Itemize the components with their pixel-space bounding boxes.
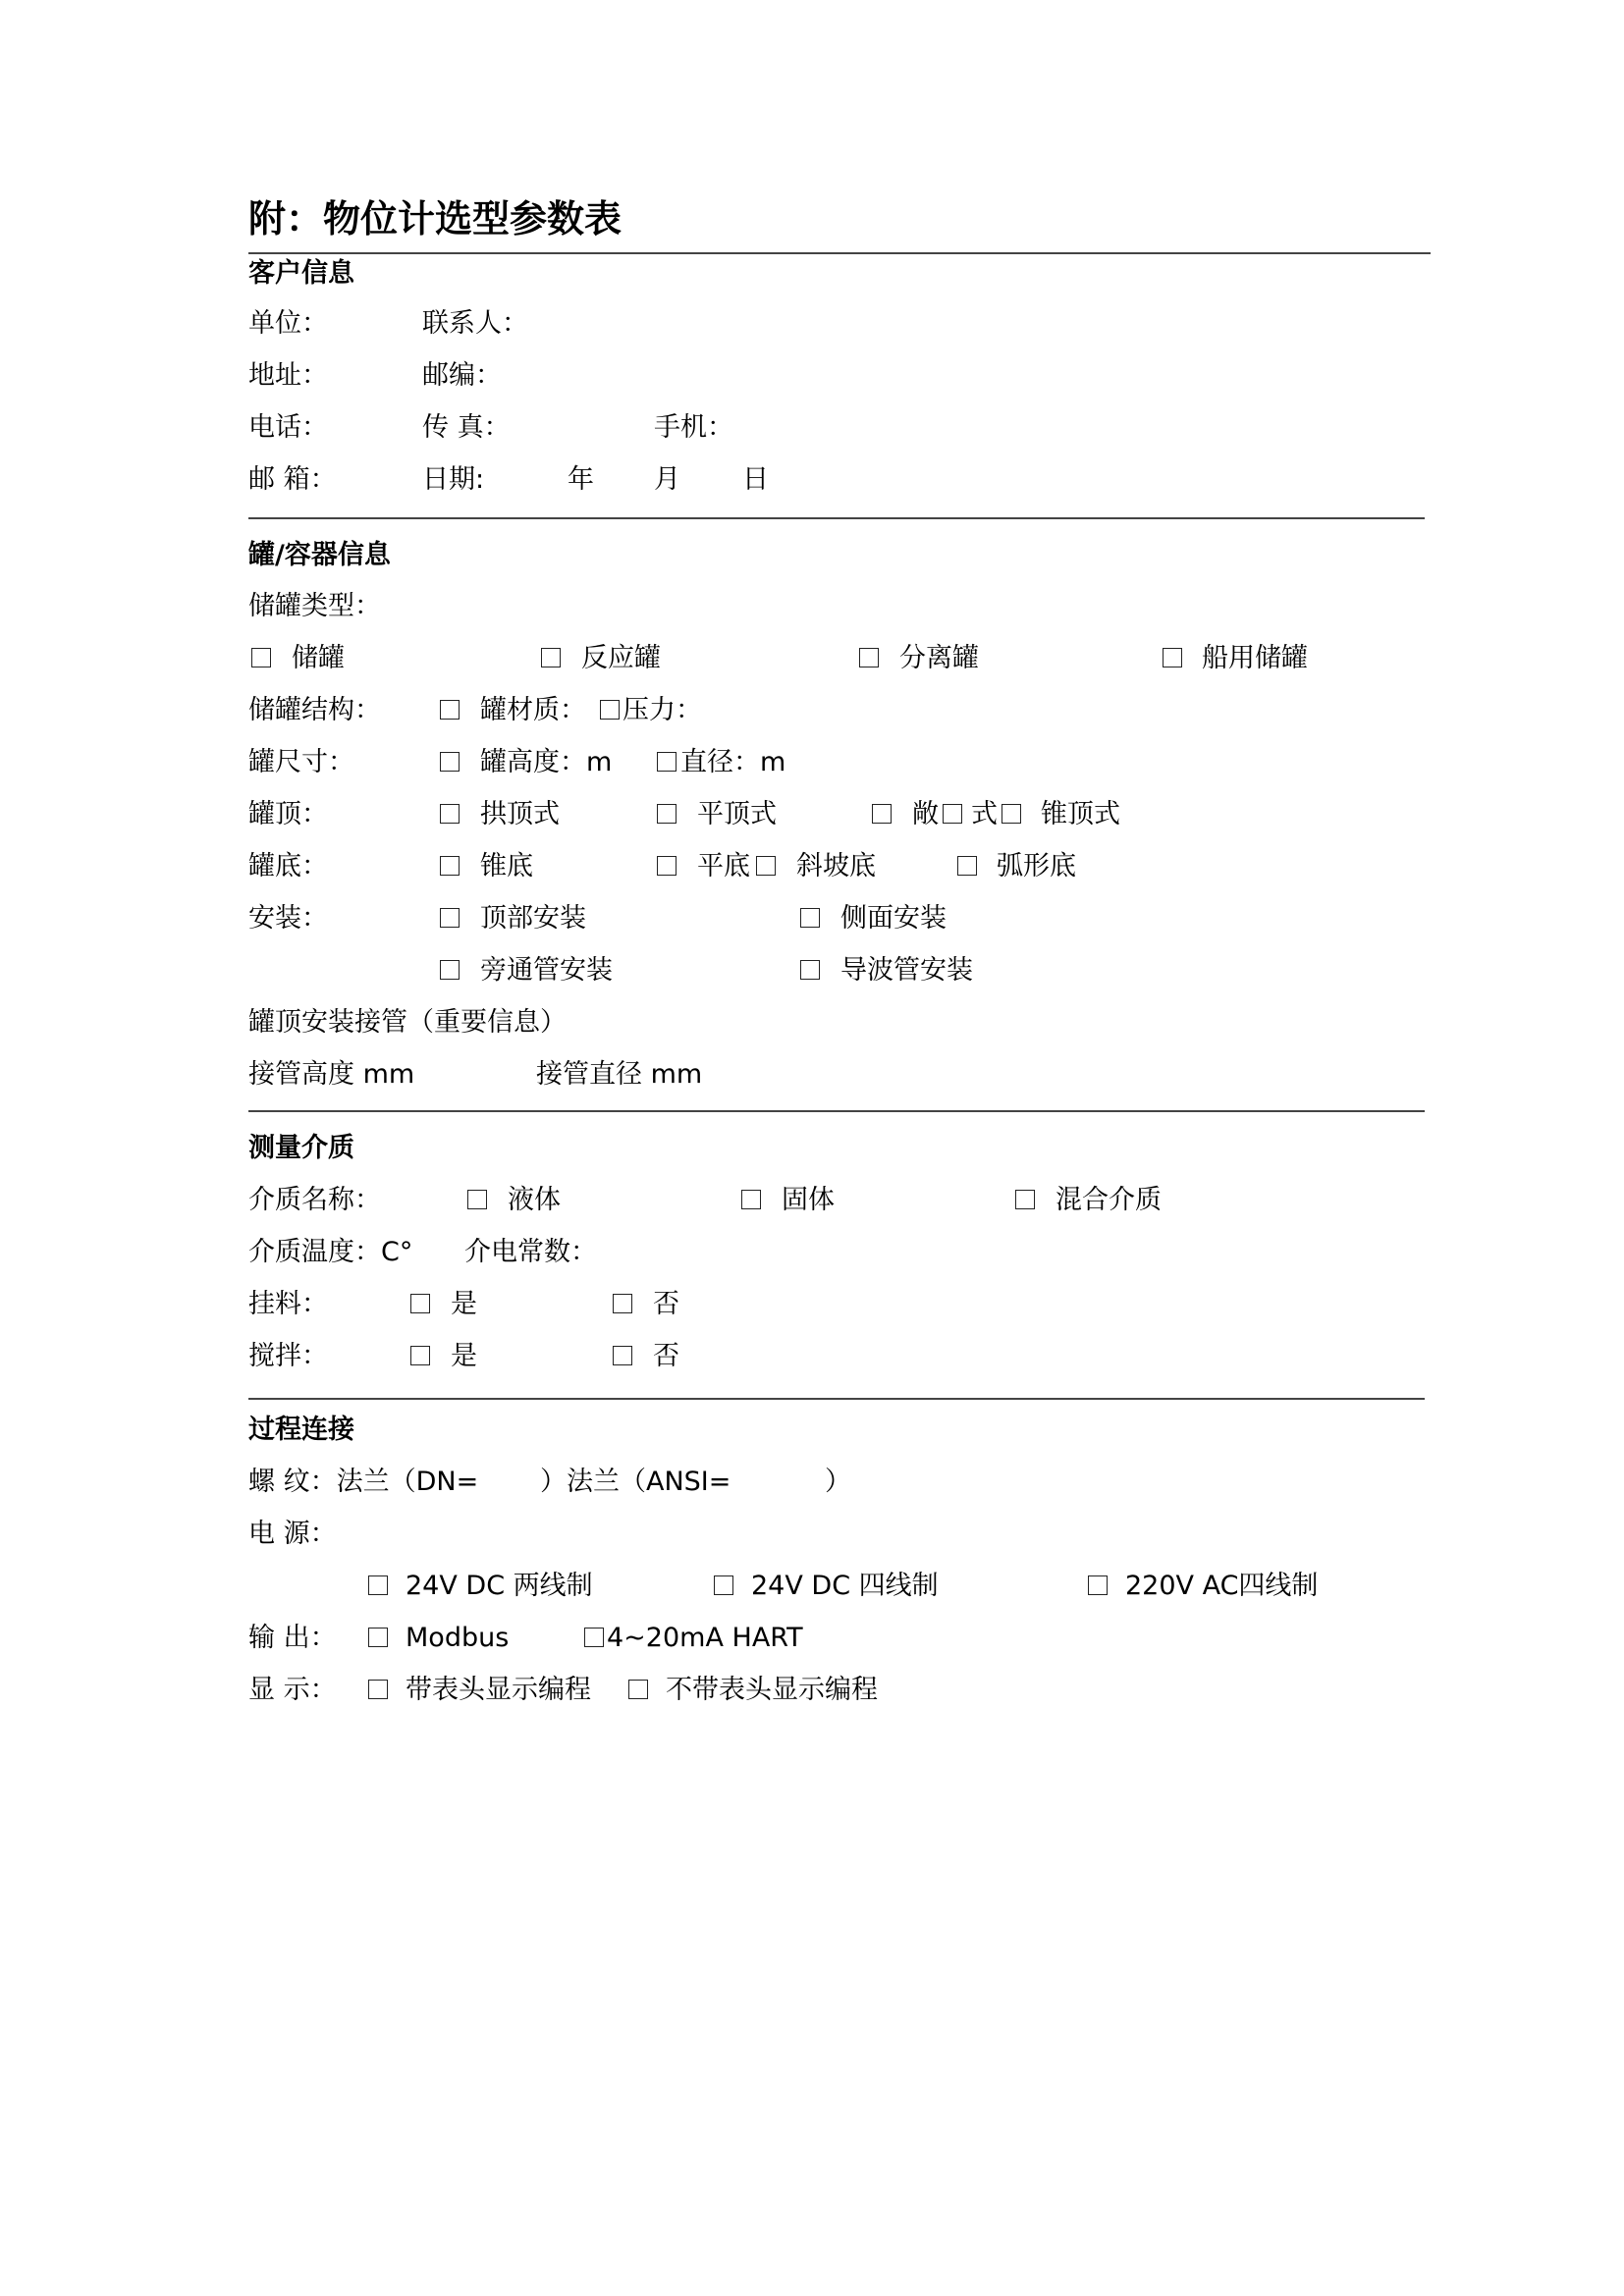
power-label: 电 源： [248, 1519, 337, 1549]
install-top-label: 顶部安装 [480, 903, 586, 934]
tank-type-marine: 船用储罐 [1202, 643, 1308, 673]
checkbox-pressure[interactable] [600, 700, 620, 720]
liquid-label: 液体 [508, 1185, 561, 1215]
tank-type-label: 储罐类型： [248, 591, 381, 621]
tank-size-label: 罐尺寸： [248, 747, 354, 777]
top-open-label-b: 式 [971, 799, 998, 829]
section-heading-customer: 客户信息 [248, 258, 354, 289]
checkbox-tank-height[interactable] [440, 752, 460, 772]
checkbox-power-24v-2wire[interactable] [368, 1575, 388, 1595]
checkbox-liquid[interactable] [467, 1190, 487, 1209]
tank-height-label: 罐高度：m [480, 747, 613, 777]
tank-bottom-label: 罐底： [248, 851, 328, 881]
checkbox-display-with-head[interactable] [368, 1680, 388, 1699]
unit-label: 单位： [248, 308, 328, 339]
top-flat-label: 平顶式 [697, 799, 777, 829]
thread-flange-label: 螺 纹：法兰（DN= [248, 1467, 479, 1497]
divider [248, 252, 1431, 254]
day-label: 日 [742, 464, 769, 495]
nozzle-diameter-label: 接管直径 mm [536, 1059, 703, 1090]
email-label: 邮 箱： [248, 464, 337, 495]
display-label: 显 示： [248, 1675, 337, 1705]
checkbox-bottom-flat[interactable] [657, 856, 677, 876]
checkbox-tank-storage[interactable] [251, 648, 271, 667]
checkbox-mixed[interactable] [1015, 1190, 1035, 1209]
checkbox-bottom-cone[interactable] [440, 856, 460, 876]
mobile-label: 手机： [654, 412, 733, 443]
contact-label: 联系人： [422, 308, 528, 339]
tank-structure-label: 储罐结构： [248, 695, 381, 725]
checkbox-power-24v-4wire[interactable] [714, 1575, 733, 1595]
tank-top-label: 罐顶： [248, 799, 328, 829]
hanging-yes-label: 是 [451, 1289, 477, 1319]
dielectric-label: 介电常数： [464, 1237, 597, 1267]
checkbox-tank-reaction[interactable] [541, 648, 561, 667]
medium-name-label: 介质名称： [248, 1185, 381, 1215]
checkbox-solid[interactable] [741, 1190, 761, 1209]
bottom-flat-label: 平底 [697, 851, 750, 881]
checkbox-bottom-slope[interactable] [756, 856, 776, 876]
install-wave-label: 导波管安装 [840, 955, 973, 986]
divider [248, 1110, 1425, 1112]
address-label: 地址： [248, 360, 328, 391]
divider [248, 1398, 1425, 1400]
bottom-slope-label: 斜坡底 [796, 851, 876, 881]
display-with-head: 带表头显示编程 [406, 1675, 591, 1705]
checkbox-bottom-arc[interactable] [957, 856, 977, 876]
section-heading-medium: 测量介质 [248, 1133, 354, 1163]
hanging-label: 挂料： [248, 1289, 328, 1319]
output-modbus: Modbus [406, 1623, 510, 1653]
section-heading-tank: 罐/容器信息 [248, 540, 391, 570]
power-24v-2wire: 24V DC 两线制 [406, 1571, 593, 1601]
checkbox-output-modbus[interactable] [368, 1628, 388, 1647]
install-bypass-label: 旁通管安装 [480, 955, 613, 986]
checkbox-tank-marine[interactable] [1163, 648, 1182, 667]
nozzle-note: 罐顶安装接管（重要信息） [248, 1007, 567, 1038]
divider [248, 517, 1425, 519]
tank-type-reaction: 反应罐 [581, 643, 661, 673]
date-label: 日期: [422, 464, 485, 495]
checkbox-top-arch[interactable] [440, 804, 460, 824]
output-label: 输 出： [248, 1623, 337, 1653]
year-label: 年 [568, 464, 594, 495]
checkbox-install-wave[interactable] [800, 960, 820, 980]
checkbox-hanging-no[interactable] [613, 1294, 632, 1313]
top-arch-label: 拱顶式 [480, 799, 560, 829]
install-label: 安装： [248, 903, 328, 934]
checkbox-hanging-yes[interactable] [410, 1294, 430, 1313]
install-side-label: 侧面安装 [840, 903, 947, 934]
medium-temperature-label: 介质温度：C° [248, 1237, 413, 1267]
solid-label: 固体 [782, 1185, 835, 1215]
top-open-label-a: 敞 [912, 799, 939, 829]
section-heading-process: 过程连接 [248, 1415, 354, 1445]
checkbox-top-flat[interactable] [657, 804, 677, 824]
ansi-flange-label: ）法兰（ANSI= [540, 1467, 731, 1497]
checkbox-stirring-yes[interactable] [410, 1346, 430, 1365]
mixed-label: 混合介质 [1056, 1185, 1162, 1215]
bottom-arc-label: 弧形底 [997, 851, 1076, 881]
display-without-head: 不带表头显示编程 [666, 1675, 878, 1705]
checkbox-stirring-no[interactable] [613, 1346, 632, 1365]
nozzle-height-label: 接管高度 mm [248, 1059, 415, 1090]
output-hart: 4~20mA HART [607, 1623, 803, 1653]
checkbox-power-220v[interactable] [1088, 1575, 1108, 1595]
stirring-yes-label: 是 [451, 1341, 477, 1371]
month-label: 月 [654, 464, 680, 495]
checkbox-install-top[interactable] [440, 908, 460, 928]
hanging-no-label: 否 [653, 1289, 679, 1319]
stirring-no-label: 否 [653, 1341, 679, 1371]
checkbox-tank-separation[interactable] [859, 648, 879, 667]
top-cone-label: 锥顶式 [1041, 799, 1120, 829]
checkbox-top-open-inline[interactable] [943, 804, 962, 824]
power-24v-4wire: 24V DC 四线制 [751, 1571, 939, 1601]
checkbox-top-open[interactable] [872, 804, 892, 824]
checkbox-output-hart[interactable] [584, 1628, 604, 1647]
pressure-label: 压力： [623, 695, 702, 725]
stirring-label: 搅拌： [248, 1341, 328, 1371]
fax-label: 传 真： [422, 412, 511, 443]
checkbox-install-side[interactable] [800, 908, 820, 928]
ansi-close: ） [825, 1467, 851, 1497]
phone-label: 电话： [248, 412, 328, 443]
checkbox-tank-material[interactable] [440, 700, 460, 720]
checkbox-tank-diameter[interactable] [657, 752, 677, 772]
page-title: 附：物位计选型参数表 [248, 197, 623, 240]
tank-type-separation: 分离罐 [899, 643, 979, 673]
power-220v-4wire: 220V AC四线制 [1125, 1571, 1319, 1601]
postcode-label: 邮编： [422, 360, 502, 391]
bottom-cone-label: 锥底 [480, 851, 533, 881]
tank-material-label: 罐材质： [480, 695, 586, 725]
tank-type-storage: 储罐 [292, 643, 345, 673]
checkbox-display-without-head[interactable] [628, 1680, 648, 1699]
checkbox-top-cone[interactable] [1001, 804, 1021, 824]
checkbox-install-bypass[interactable] [440, 960, 460, 980]
tank-diameter-label: 直径：m [680, 747, 786, 777]
